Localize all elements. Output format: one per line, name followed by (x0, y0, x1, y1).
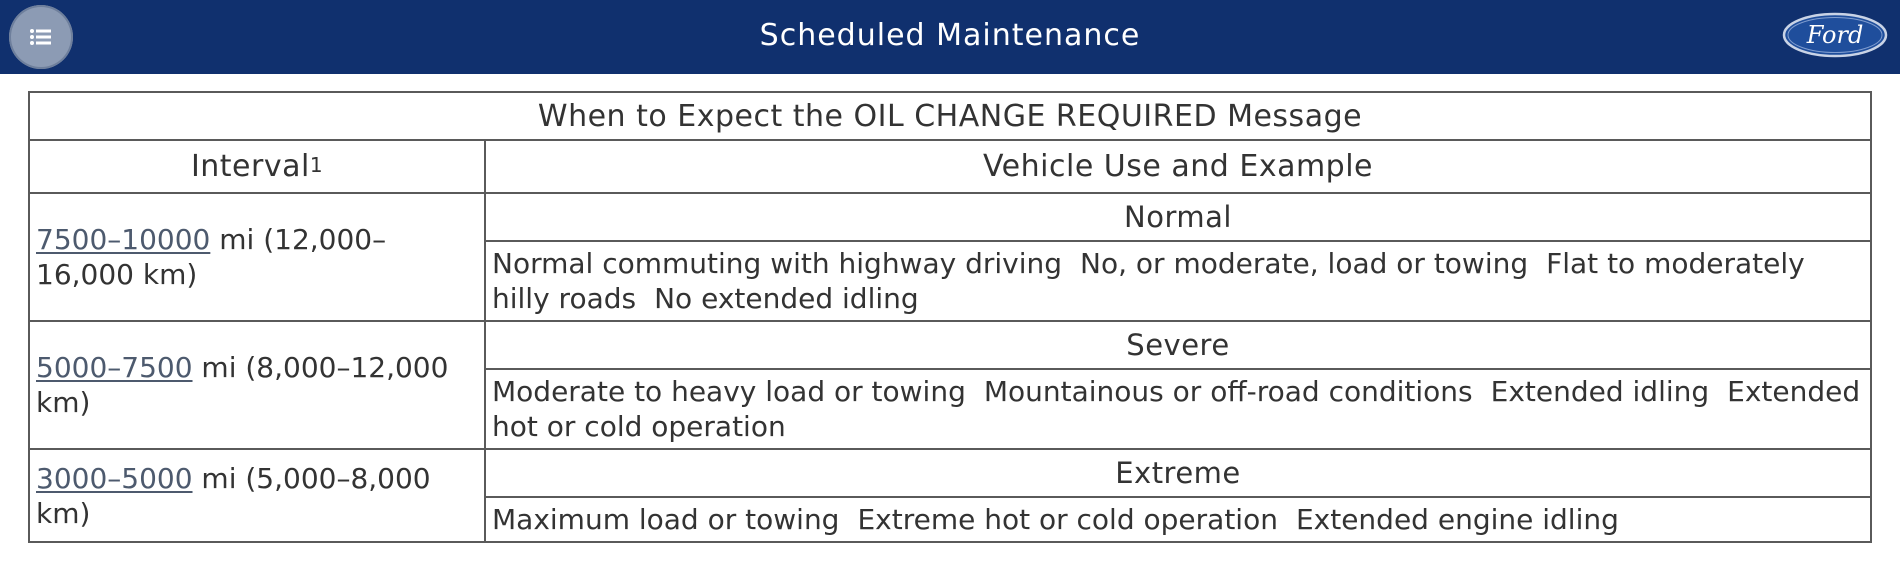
interval-link[interactable]: 7500–10000 (36, 223, 211, 256)
page-title: Scheduled Maintenance (759, 18, 1141, 53)
category-normal: Normal (485, 193, 1871, 241)
column-header-vehicle-use: Vehicle Use and Example (485, 140, 1871, 193)
example-item: Maximum load or towing (492, 503, 840, 536)
interval-cell: 5000–7500 mi (8,000–12,000 km) (29, 321, 485, 449)
oil-change-table (28, 91, 1872, 543)
app-header (0, 0, 1900, 74)
table-caption: When to Expect the OIL CHANGE REQUIRED Message (29, 92, 1871, 140)
description-cell (485, 497, 1871, 542)
description-cell (485, 369, 1871, 449)
category-severe: Severe (485, 321, 1871, 369)
example-item: No, or moderate, load or towing (1080, 247, 1529, 280)
example-item: Mountainous or off-road conditions (983, 375, 1473, 408)
example-item: Extreme hot or cold operation (857, 503, 1278, 536)
example-item: Moderate to heavy load or towing (492, 375, 966, 408)
example-item: Flat to moderately hilly roads (492, 247, 1805, 315)
footnote-marker[interactable]: 1 (309, 153, 324, 177)
interval-cell: 7500–10000 mi (12,000–16,000 km) (29, 193, 485, 321)
ford-logo (1782, 12, 1888, 58)
description-cell (485, 241, 1871, 321)
interval-link[interactable]: 3000–5000 (36, 461, 193, 495)
example-item: Extended hot or cold operation (492, 375, 1861, 443)
interval-cell: 3000–5000 mi (5,000–8,000 km) (29, 449, 485, 542)
interval-link[interactable]: 5000–7500 (36, 351, 193, 384)
svg-text:Ford: Ford (1806, 21, 1864, 49)
example-item: Extended idling (1490, 375, 1710, 408)
category-extreme: Extreme (485, 449, 1871, 497)
column-header-interval: Interval$^1$ (29, 140, 485, 193)
example-item: Extended engine idling (1295, 503, 1619, 536)
example-item: Normal commuting with highway driving (492, 247, 1063, 280)
example-item: No extended idling (654, 282, 919, 315)
